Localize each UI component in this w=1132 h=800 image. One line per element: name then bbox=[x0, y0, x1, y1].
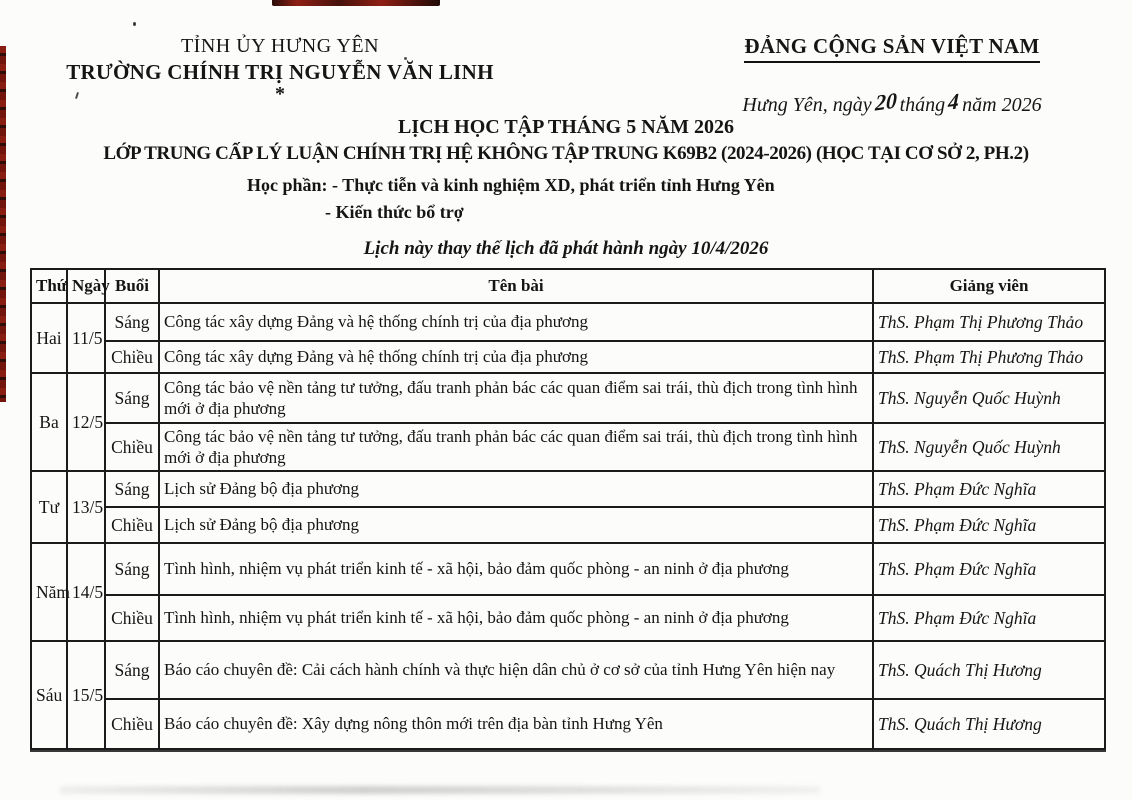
lesson-cell: Công tác xây dựng Đảng và hệ thống chính trị của địa phương bbox=[159, 303, 873, 341]
date-cell: 13/5 bbox=[67, 471, 105, 543]
letterhead-right bbox=[680, 34, 1104, 117]
lesson-cell: Lịch sử Đảng bộ địa phương bbox=[159, 471, 873, 507]
lesson-cell: Báo cáo chuyên đề: Cải cách hành chính và thực hiện dân chủ ở cơ sở của tỉnh Hưng Yên hiện nay bbox=[159, 641, 873, 699]
weekday-cell: Ba bbox=[31, 373, 67, 471]
class-title: LỚP TRUNG CẤP LÝ LUẬN CHÍNH TRỊ HỆ KHÔNG TẬP TRUNG K69B2 (2024-2026) (HỌC TẠI CƠ SỞ 2, PH.2) bbox=[103, 143, 1029, 164]
course-line-2: - Kiến thức bổ trợ bbox=[325, 202, 464, 222]
date-mid: tháng bbox=[899, 94, 946, 116]
session-cell: Sáng bbox=[105, 641, 159, 699]
date-cell: 15/5 bbox=[67, 641, 105, 749]
weekday-cell: Tư bbox=[31, 471, 67, 543]
date-cell: 14/5 bbox=[67, 543, 105, 641]
org-name: TỈNH ỦY HƯNG YÊN bbox=[180, 35, 380, 57]
lecturer-cell: ThS. Phạm Đức Nghĩa bbox=[873, 507, 1105, 543]
weekday-cell: Hai bbox=[31, 303, 67, 373]
replacement-note: Lịch này thay thế lịch đã phát hành ngày 10/4/2026 bbox=[363, 238, 769, 259]
session-cell: Sáng bbox=[105, 471, 159, 507]
lecturer-cell: ThS. Nguyễn Quốc Huỳnh bbox=[873, 373, 1105, 423]
col-header-lesson: Tên bài bbox=[159, 269, 873, 303]
col-header-weekday: Thứ bbox=[31, 269, 67, 303]
session-cell: Chiều bbox=[105, 423, 159, 471]
col-header-session: Buổi bbox=[105, 269, 159, 303]
session-cell: Sáng bbox=[105, 543, 159, 595]
school-name: TRƯỜNG CHÍNH TRỊ NGUYỄN VĂN LINH bbox=[66, 60, 494, 84]
table-row bbox=[31, 507, 1105, 543]
lecturer-cell: ThS. Phạm Đức Nghĩa bbox=[873, 471, 1105, 507]
lesson-cell: Báo cáo chuyên đề: Xây dựng nông thôn mới trên địa bàn tỉnh Hưng Yên bbox=[159, 699, 873, 749]
table-row bbox=[31, 341, 1105, 373]
lecturer-cell: ThS. Phạm Thị Phương Thảo bbox=[873, 303, 1105, 341]
handwritten-month: 4 bbox=[947, 88, 960, 115]
lesson-cell: Tình hình, nhiệm vụ phát triển kinh tế - xã hội, bảo đảm quốc phòng - an ninh ở địa phương bbox=[159, 543, 873, 595]
scan-speck bbox=[133, 22, 136, 26]
session-cell: Sáng bbox=[105, 373, 159, 423]
session-cell: Chiều bbox=[105, 341, 159, 373]
course-line-1: Học phần: - Thực tiễn và kinh nghiệm XD, phát triển tỉnh Hưng Yên bbox=[247, 175, 775, 195]
weekday-cell: Sáu bbox=[31, 641, 67, 749]
table-row bbox=[31, 595, 1105, 641]
table-row bbox=[31, 303, 1105, 341]
scan-artifact-left-edge bbox=[0, 46, 6, 402]
separator-star: * bbox=[275, 83, 285, 106]
date-cell: 12/5 bbox=[67, 373, 105, 471]
session-cell: Chiều bbox=[105, 507, 159, 543]
scan-artifact-top-bar bbox=[272, 0, 440, 6]
date-suffix: năm 2026 bbox=[962, 94, 1042, 116]
date-cell: 11/5 bbox=[67, 303, 105, 373]
table-header-row bbox=[31, 269, 1105, 303]
handwritten-day: 20 bbox=[874, 87, 897, 116]
table-row bbox=[31, 423, 1105, 471]
lesson-cell: Công tác bảo vệ nền tảng tư tưởng, đấu tranh phản bác các quan điểm sai trái, thù địch trong tình hình mới ở địa phương bbox=[159, 423, 873, 471]
table-row bbox=[31, 471, 1105, 507]
table-row bbox=[31, 373, 1105, 423]
session-cell: Sáng bbox=[105, 303, 159, 341]
lecturer-cell: ThS. Phạm Đức Nghĩa bbox=[873, 543, 1105, 595]
scan-smudge-bottom bbox=[60, 786, 820, 794]
lesson-cell: Công tác bảo vệ nền tảng tư tưởng, đấu tranh phản bác các quan điểm sai trái, thù địch trong tình hình mới ở địa phương bbox=[159, 373, 873, 423]
session-cell: Chiều bbox=[105, 595, 159, 641]
date-line bbox=[680, 87, 1104, 117]
table-row bbox=[31, 543, 1105, 595]
lecturer-cell: ThS. Quách Thị Hương bbox=[873, 641, 1105, 699]
lecturer-cell: ThS. Quách Thị Hương bbox=[873, 699, 1105, 749]
col-header-lecturer: Giảng viên bbox=[873, 269, 1105, 303]
schedule-table bbox=[30, 268, 1106, 750]
date-prefix: Hưng Yên, ngày bbox=[742, 94, 872, 116]
weekday-cell: Năm bbox=[31, 543, 67, 641]
letterhead-left bbox=[60, 34, 500, 106]
lecturer-cell: ThS. Phạm Thị Phương Thảo bbox=[873, 341, 1105, 373]
lesson-cell: Công tác xây dựng Đảng và hệ thống chính trị của địa phương bbox=[159, 341, 873, 373]
col-header-date: Ngày bbox=[67, 269, 105, 303]
session-cell: Chiều bbox=[105, 699, 159, 749]
table-row bbox=[31, 641, 1105, 699]
schedule-title: LỊCH HỌC TẬP THÁNG 5 NĂM 2026 bbox=[398, 116, 734, 138]
table-row bbox=[31, 699, 1105, 749]
lesson-cell: Tình hình, nhiệm vụ phát triển kinh tế - xã hội, bảo đảm quốc phòng - an ninh ở địa phương bbox=[159, 595, 873, 641]
lesson-cell: Lịch sử Đảng bộ địa phương bbox=[159, 507, 873, 543]
lecturer-cell: ThS. Nguyễn Quốc Huỳnh bbox=[873, 423, 1105, 471]
party-slogan: ĐẢNG CỘNG SẢN VIỆT NAM bbox=[744, 34, 1039, 63]
lecturer-cell: ThS. Phạm Đức Nghĩa bbox=[873, 595, 1105, 641]
